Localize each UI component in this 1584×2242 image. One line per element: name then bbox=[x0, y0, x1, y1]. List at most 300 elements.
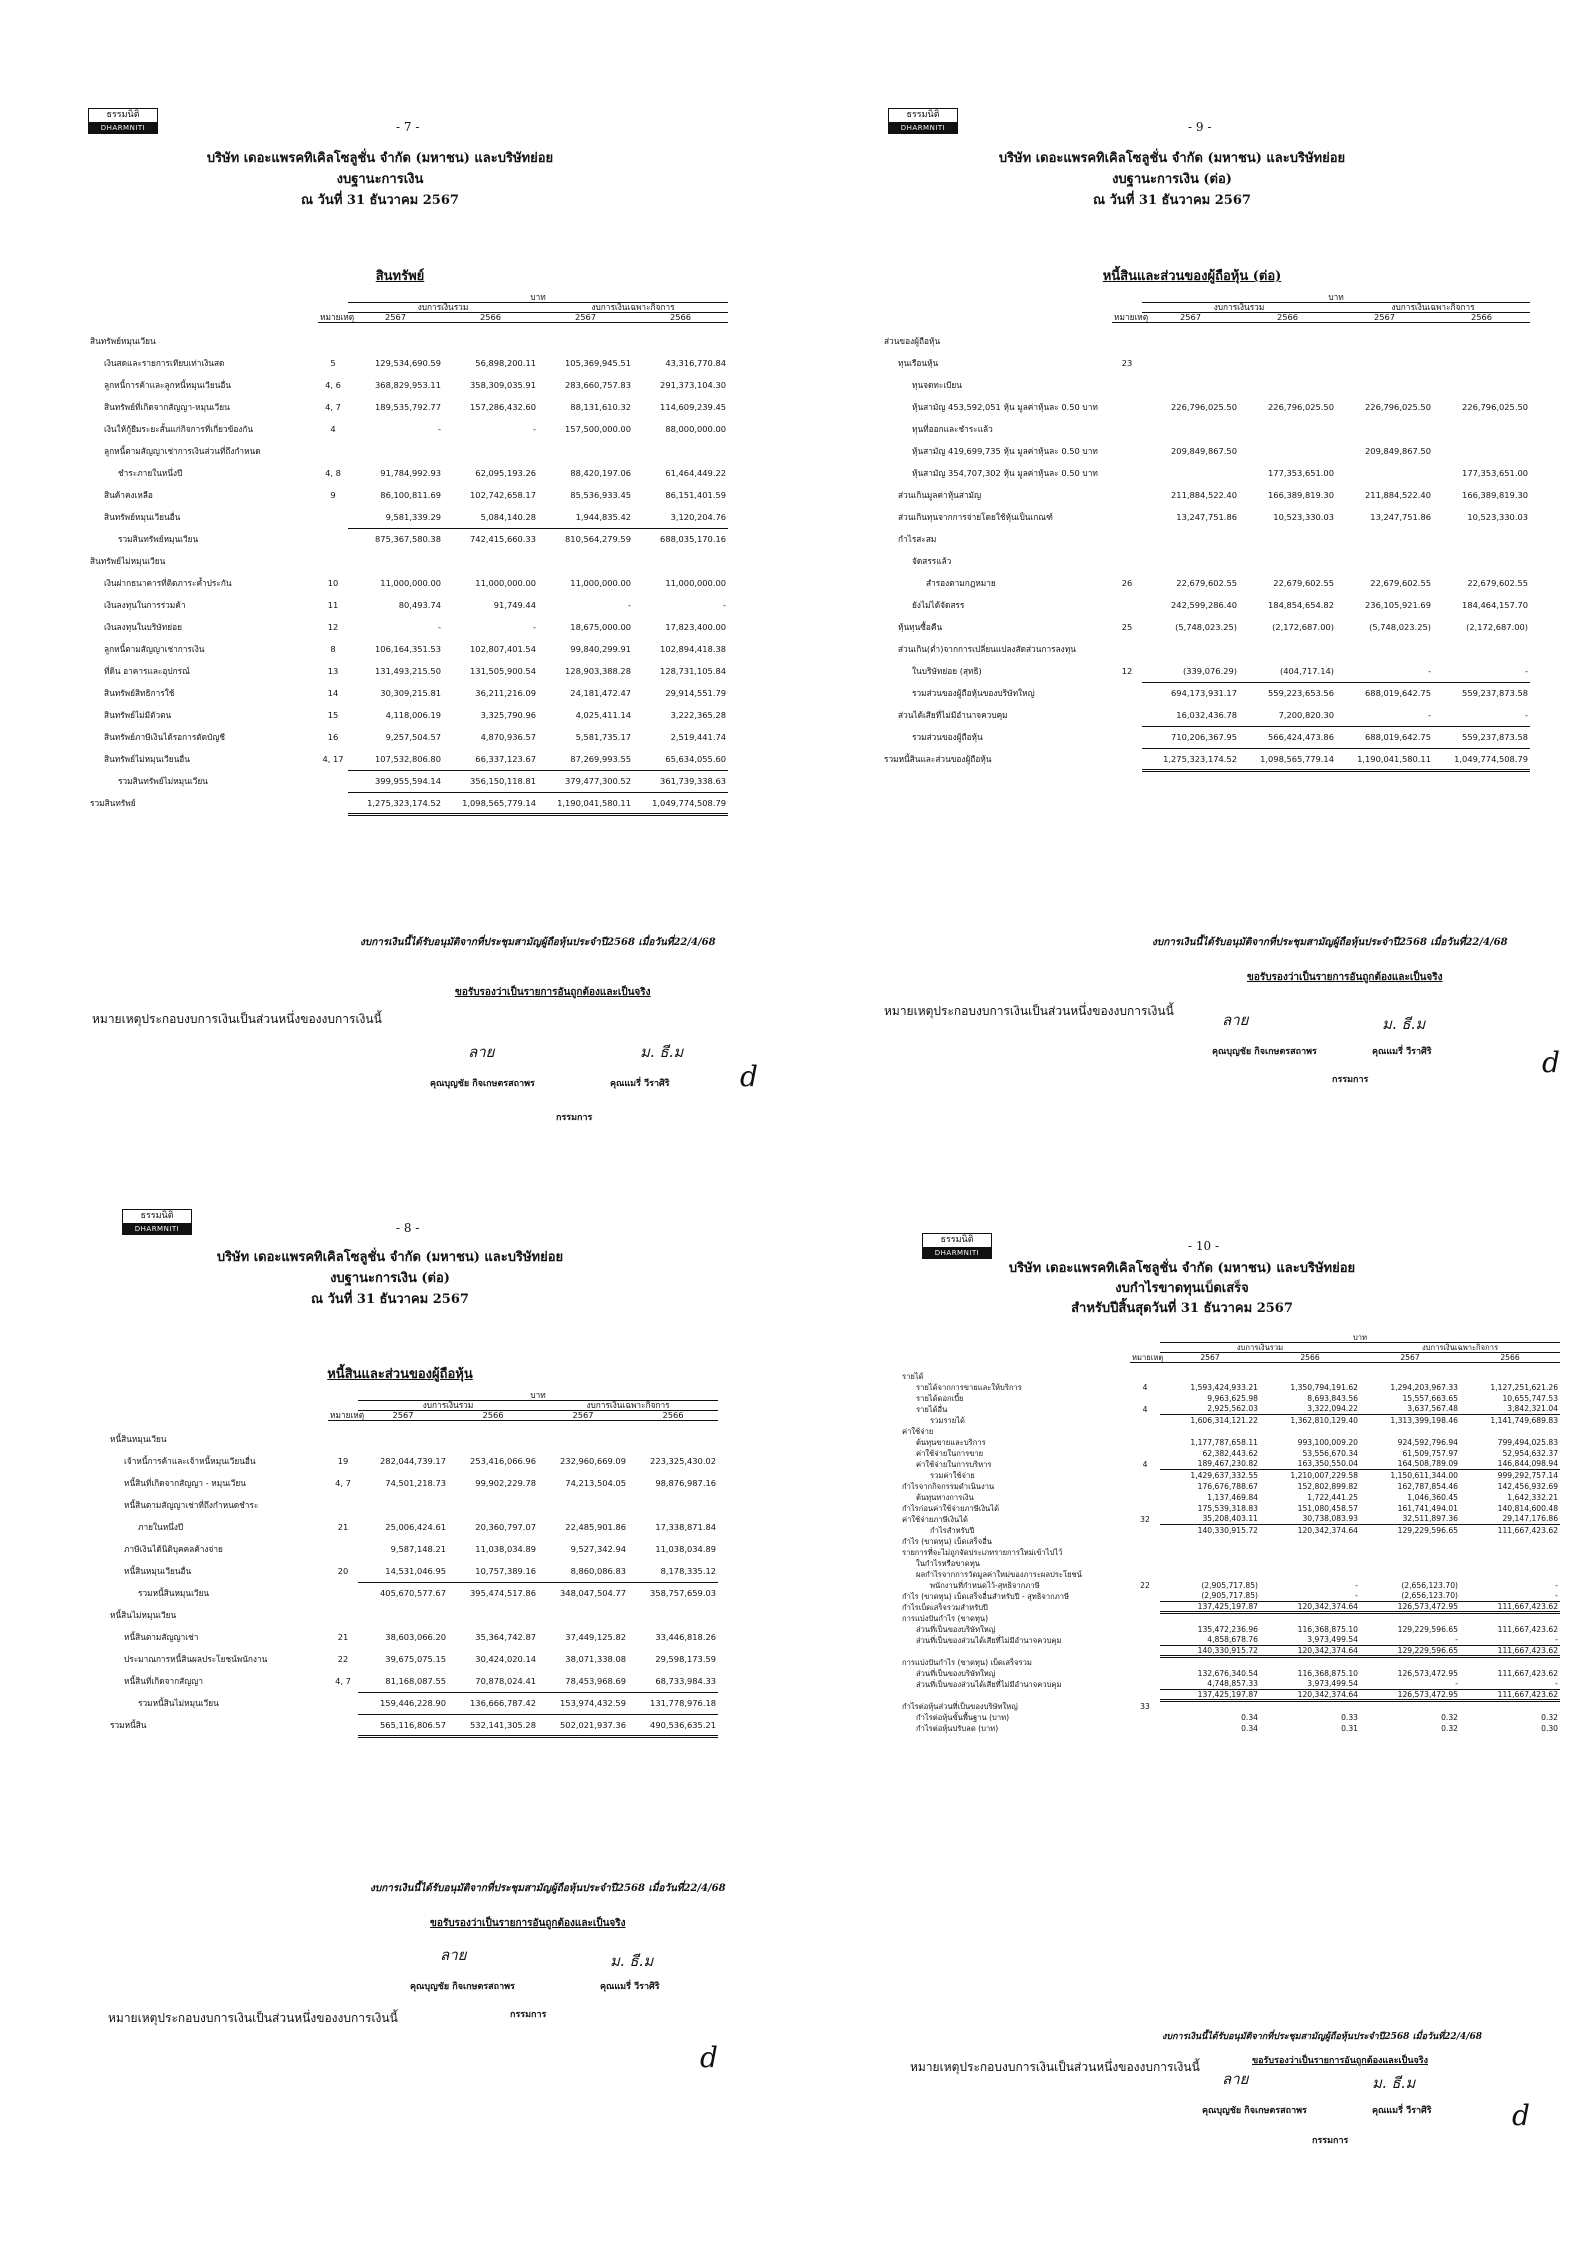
dharmniti-logo: ธรรมนิติ DHARMNITI bbox=[888, 108, 958, 134]
note-ref: 21 bbox=[337, 1522, 349, 1532]
amount-cell: 99,840,299.91 bbox=[570, 644, 631, 654]
amount-cell: 17,338,871.84 bbox=[655, 1522, 717, 1532]
row-label: หุ้นทุนซื้อคืน bbox=[898, 622, 943, 632]
note-ref: 4, 6 bbox=[325, 380, 341, 390]
amount-cell: 4,025,411.14 bbox=[575, 710, 631, 720]
amount-cell: (2,905,717.85) bbox=[1201, 1580, 1258, 1590]
row-label: ค่าใช้จ่ายในการขาย bbox=[916, 1448, 984, 1458]
note-ref bbox=[1112, 375, 1142, 397]
table-row bbox=[900, 1492, 1560, 1503]
year-header: 2566 bbox=[443, 313, 538, 323]
amount-cell: 226,796,025.50 bbox=[1462, 402, 1529, 412]
table-row bbox=[108, 1605, 718, 1627]
amount-cell: - bbox=[1428, 665, 1431, 676]
amount-cell: 356,150,118.81 bbox=[443, 771, 538, 793]
row-label: เงินสดและรายการเทียบเท่าเงินสด bbox=[104, 358, 225, 368]
signature-1: ลาย bbox=[468, 1043, 495, 1061]
column-group: งบการเงินเฉพาะกิจการ bbox=[538, 303, 728, 313]
amount-cell: - bbox=[628, 600, 631, 610]
note-ref: 33 bbox=[1140, 1701, 1150, 1711]
amount-cell bbox=[628, 1429, 718, 1451]
table-row bbox=[88, 771, 728, 793]
table-row bbox=[882, 331, 1530, 353]
row-label: ลูกหนี้ตามสัญญาเช่าการเงินส่วนที่ถึงกำหนด bbox=[104, 446, 261, 456]
row-label: ส่วนที่เป็นของบริษัทใหญ่ bbox=[916, 1624, 996, 1634]
row-label: หุ้นสามัญ 453,592,051 หุ้น มูลค่าหุ้นละ 0.50 บาท bbox=[912, 402, 1098, 412]
row-label: ทุนเรือนหุ้น bbox=[898, 358, 939, 368]
table-row bbox=[88, 749, 728, 771]
amount-cell: 15,557,663.65 bbox=[1402, 1393, 1458, 1403]
table-row bbox=[882, 529, 1530, 551]
approval-note: งบการเงินนี้ได้รับอนุมัติจากที่ประชุมสามัญผู้ถือหุ้นประจำปี2568 เมื่อวันที่22/4/68 bbox=[360, 937, 716, 948]
spacer-row bbox=[882, 323, 1530, 331]
amount-cell: 565,116,806.57 bbox=[358, 1715, 448, 1737]
amount-cell: 1,127,251,621.26 bbox=[1490, 1382, 1559, 1392]
amount-cell bbox=[1260, 1371, 1360, 1382]
table-row bbox=[900, 1393, 1560, 1404]
amount-cell: 8,178,335.12 bbox=[660, 1565, 717, 1576]
amount-cell: 14,531,046.95 bbox=[385, 1565, 446, 1576]
equity-table bbox=[882, 293, 1530, 772]
table-row bbox=[108, 1495, 718, 1517]
note-ref bbox=[1130, 1525, 1160, 1536]
amount-cell: 490,536,635.21 bbox=[628, 1715, 718, 1737]
amount-cell bbox=[1239, 353, 1336, 375]
row-label: ส่วนเกินทุนจากการจ่ายโดยใช้หุ้นเป็นเกณฑ์ bbox=[898, 512, 1053, 522]
signature-2: ม. ธี.ม bbox=[1372, 2074, 1416, 2092]
table-row bbox=[882, 727, 1530, 749]
table-row bbox=[882, 441, 1530, 463]
amount-cell bbox=[448, 1495, 538, 1517]
dharmniti-logo: ธรรมนิติ DHARMNITI bbox=[122, 1209, 192, 1235]
amount-cell: 81,168,087.55 bbox=[385, 1675, 446, 1686]
amount-cell: 3,120,204.76 bbox=[670, 511, 727, 522]
amount-cell: 29,147,176.86 bbox=[1502, 1514, 1559, 1524]
row-label: ค่าใช้จ่ายในการบริหาร bbox=[916, 1459, 992, 1469]
amount-cell: 395,474,517.86 bbox=[448, 1583, 538, 1605]
page-header: บริษัท เดอะแพรคทิเคิลโซลูชั่น จำกัด (มหาชน) และบริษัทย่อย งบฐานะการเงิน (ต่อ) ณ วันที่ 31 ธันวาคม 2567 bbox=[216, 1250, 564, 1307]
row-label: รายได้อื่น bbox=[916, 1404, 948, 1414]
year-header: 2567 bbox=[358, 1411, 448, 1421]
row-label: ส่วนเกินมูลค่าหุ้นสามัญ bbox=[898, 490, 982, 500]
approval-note: งบการเงินนี้ได้รับอนุมัติจากที่ประชุมสามัญผู้ถือหุ้นประจำปี2568 เมื่อวันที่22/4/68 bbox=[370, 1883, 726, 1894]
table-row bbox=[88, 353, 728, 375]
row-label: หนี้สินหมุนเวียนอื่น bbox=[124, 1566, 192, 1576]
row-label: เงินลงทุนในบริษัทย่อย bbox=[104, 622, 182, 632]
amount-cell: - bbox=[1555, 1591, 1559, 1601]
amount-cell: 688,035,170.16 bbox=[633, 529, 728, 551]
amount-cell: 153,974,432.59 bbox=[538, 1693, 628, 1715]
amount-cell: 282,044,739.17 bbox=[380, 1456, 446, 1466]
amount-cell bbox=[1239, 529, 1336, 551]
note-ref: 4 bbox=[1142, 1382, 1148, 1392]
approval-note: งบการเงินนี้ได้รับอนุมัติจากที่ประชุมสามัญผู้ถือหุ้นประจำปี2568 เมื่อวันที่22/4/68 bbox=[1152, 937, 1508, 948]
table-row bbox=[108, 1671, 718, 1693]
note-ref bbox=[1130, 1602, 1160, 1613]
amount-cell bbox=[1260, 1657, 1360, 1668]
amount-cell: 253,416,066.96 bbox=[470, 1456, 536, 1466]
note-ref bbox=[1112, 705, 1142, 727]
spacer-row bbox=[108, 1421, 718, 1429]
row-label: หนี้สินที่เกิดจากสัญญา bbox=[124, 1676, 203, 1686]
table-row bbox=[900, 1547, 1560, 1558]
amount-cell bbox=[1433, 353, 1530, 375]
amount-cell: 7,200,820.30 bbox=[1278, 709, 1334, 720]
amount-cell: 88,131,610.32 bbox=[570, 402, 631, 412]
amount-cell: 30,738,083.93 bbox=[1302, 1514, 1358, 1524]
amount-cell: 1,313,399,198.46 bbox=[1360, 1415, 1460, 1426]
table-row bbox=[900, 1569, 1560, 1580]
note-ref bbox=[1130, 1712, 1160, 1723]
amount-cell bbox=[358, 1495, 448, 1517]
amount-cell: 137,425,197.87 bbox=[1160, 1690, 1260, 1701]
note-ref bbox=[1130, 1558, 1160, 1569]
amount-cell: 140,330,915.72 bbox=[1160, 1525, 1260, 1536]
amount-cell bbox=[538, 1605, 628, 1627]
row-label bbox=[900, 1690, 1130, 1701]
table-row bbox=[900, 1657, 1560, 1668]
amount-cell: 65,634,055.60 bbox=[665, 753, 727, 764]
amount-cell: - bbox=[723, 600, 727, 610]
header-blank bbox=[88, 293, 318, 303]
note-ref: 9 bbox=[330, 490, 336, 500]
directors-label: กรรมการ bbox=[556, 1113, 593, 1123]
amount-cell: 9,581,339.29 bbox=[385, 511, 441, 522]
amount-cell: 9,587,148.21 bbox=[390, 1544, 446, 1554]
amount-cell: - bbox=[1355, 1591, 1358, 1601]
amount-cell: 166,389,819.30 bbox=[1268, 490, 1334, 500]
table-header-groups bbox=[108, 1401, 718, 1411]
amount-cell: 999,292,757.14 bbox=[1460, 1470, 1560, 1481]
page-9 bbox=[792, 0, 1584, 1121]
note-ref bbox=[1112, 507, 1142, 529]
amount-cell: 9,963,625.98 bbox=[1207, 1393, 1258, 1403]
table-row bbox=[88, 727, 728, 749]
amount-cell: 126,573,472.95 bbox=[1360, 1690, 1460, 1701]
amount-cell: 1,275,323,174.52 bbox=[1142, 749, 1239, 771]
amount-cell bbox=[1460, 1569, 1560, 1580]
signer-1: คุณบุญชัย กิจเกษตรสถาพร bbox=[1202, 2106, 1307, 2116]
row-label: สินทรัพย์ภาษีเงินได้รอการตัดบัญชี bbox=[104, 732, 226, 742]
note-ref: 21 bbox=[337, 1632, 349, 1642]
amount-cell: 37,449,125.82 bbox=[565, 1632, 626, 1642]
note-ref bbox=[1112, 595, 1142, 617]
note-ref bbox=[318, 507, 348, 529]
amount-cell: 35,208,403.11 bbox=[1202, 1514, 1258, 1524]
note-ref bbox=[328, 1539, 358, 1561]
amount-cell: 0.32 bbox=[1541, 1712, 1559, 1722]
amount-cell: 38,071,338.08 bbox=[565, 1654, 626, 1664]
amount-cell bbox=[633, 551, 728, 573]
year-header: 2566 bbox=[633, 313, 728, 323]
amount-cell: 358,757,659.03 bbox=[628, 1583, 718, 1605]
amount-cell bbox=[448, 1605, 538, 1627]
amount-cell bbox=[1336, 551, 1433, 573]
table-row bbox=[882, 617, 1530, 639]
table-row bbox=[88, 463, 728, 485]
amount-cell bbox=[1433, 639, 1530, 661]
column-group: งบการเงินรวม bbox=[358, 1401, 538, 1411]
amount-cell: 502,021,937.36 bbox=[538, 1715, 628, 1737]
note-ref bbox=[1130, 1426, 1160, 1437]
amount-cell: 10,655,747.53 bbox=[1502, 1393, 1559, 1403]
amount-cell: 120,342,374.64 bbox=[1260, 1602, 1360, 1613]
table-row bbox=[882, 463, 1530, 485]
amount-cell: 120,342,374.64 bbox=[1260, 1646, 1360, 1657]
page-number: - 7 - bbox=[396, 120, 420, 134]
note-ref bbox=[1130, 1503, 1160, 1514]
amount-cell: 405,670,577.67 bbox=[358, 1583, 448, 1605]
header-blank bbox=[328, 1401, 358, 1411]
year-header: 2567 bbox=[1160, 1353, 1260, 1363]
note-ref: 22 bbox=[1140, 1580, 1150, 1590]
year-header: 2567 bbox=[348, 313, 443, 323]
table-row bbox=[108, 1649, 718, 1671]
amount-cell: 10,523,330.03 bbox=[1273, 512, 1334, 522]
signer-2: คุณแมรี่ วีราศิริ bbox=[1372, 2106, 1432, 2116]
row-label: รายได้จากการขายและให้บริการ bbox=[916, 1382, 1022, 1392]
amount-cell: 184,464,157.70 bbox=[1462, 600, 1529, 610]
amount-cell: 120,342,374.64 bbox=[1260, 1690, 1360, 1701]
amount-cell: (2,656,123.70) bbox=[1401, 1580, 1458, 1590]
signer-2: คุณแมรี่ วีราศิริ bbox=[1372, 1047, 1432, 1057]
amount-cell: 129,229,596.65 bbox=[1360, 1525, 1460, 1536]
amount-cell: 35,364,742.87 bbox=[475, 1632, 536, 1642]
note-ref bbox=[1130, 1569, 1160, 1580]
table-row bbox=[108, 1539, 718, 1561]
amount-cell: 223,325,430.02 bbox=[650, 1456, 717, 1466]
table-row bbox=[900, 1470, 1560, 1481]
page-8 bbox=[0, 1121, 792, 2242]
row-label bbox=[900, 1646, 1130, 1657]
note-ref: 12 bbox=[1121, 666, 1133, 676]
row-label: ประมาณการหนี้สินผลประโยชน์พนักงาน bbox=[124, 1654, 268, 1664]
amount-cell: 128,903,388.28 bbox=[565, 666, 631, 676]
amount-cell: 688,019,642.75 bbox=[1336, 683, 1433, 705]
approval-note: งบการเงินนี้ได้รับอนุมัติจากที่ประชุมสามัญผู้ถือหุ้นประจำปี2568 เมื่อวันที่22/4/68 bbox=[1162, 2032, 1483, 2042]
signer-2: คุณแมรี่ วีราศิริ bbox=[600, 1982, 660, 1992]
header-blank bbox=[1112, 293, 1142, 303]
row-label: สินทรัพย์ที่เกิดจากสัญญา-หมุนเวียน bbox=[104, 402, 230, 412]
row-label: ชำระภายในหนึ่งปี bbox=[118, 468, 183, 478]
notes-column-header: หมายเหตุ bbox=[330, 1409, 365, 1420]
row-label: สินทรัพย์ไม่หมุนเวียน bbox=[90, 556, 166, 566]
amount-cell: 1,210,007,229.58 bbox=[1260, 1470, 1360, 1481]
row-label: ส่วนที่เป็นของส่วนได้เสียที่ไม่มีอำนาจควบคุม bbox=[916, 1679, 1062, 1689]
notes-column-header: หมายเหตุ bbox=[1114, 311, 1149, 322]
row-label: หุ้นสามัญ 419,699,735 หุ้น มูลค่าหุ้นละ 0.50 บาท bbox=[912, 446, 1098, 456]
amount-cell: 2,925,562.03 bbox=[1207, 1404, 1258, 1414]
signer-1: คุณบุญชัย กิจเกษตรสถาพร bbox=[410, 1982, 515, 1992]
table-row bbox=[108, 1693, 718, 1715]
table-header-years bbox=[88, 313, 728, 323]
amount-cell: 111,667,423.62 bbox=[1460, 1690, 1560, 1701]
amount-cell: 80,493.74 bbox=[398, 600, 441, 610]
amount-cell: 1,098,565,779.14 bbox=[443, 793, 538, 815]
amount-cell bbox=[1433, 375, 1530, 397]
amount-cell: - bbox=[1455, 1635, 1458, 1645]
amount-cell: - bbox=[1455, 1679, 1458, 1689]
row-label: รวมหนี้สิน bbox=[110, 1720, 147, 1730]
amount-cell bbox=[1360, 1657, 1460, 1668]
amount-cell: 111,667,423.62 bbox=[1460, 1646, 1560, 1657]
page-7 bbox=[0, 0, 792, 1121]
amount-cell: 39,675,075.15 bbox=[385, 1654, 446, 1664]
amount-cell: 189,535,792.77 bbox=[375, 402, 441, 412]
amount-cell: - bbox=[1555, 1635, 1559, 1645]
table-row bbox=[88, 573, 728, 595]
header-blank bbox=[1130, 1333, 1160, 1343]
amount-cell: 209,849,867.50 bbox=[1171, 446, 1237, 456]
table-row bbox=[900, 1558, 1560, 1569]
table-row bbox=[88, 331, 728, 353]
note-ref bbox=[1130, 1437, 1160, 1448]
amount-cell: 25,006,424.61 bbox=[385, 1522, 446, 1532]
table-row bbox=[900, 1404, 1560, 1415]
amount-cell: 799,494,025.83 bbox=[1497, 1437, 1559, 1447]
row-label: หุ้นสามัญ 354,707,302 หุ้น มูลค่าหุ้นละ 0.50 บาท bbox=[912, 468, 1098, 478]
unit-label: บาท bbox=[1142, 293, 1530, 303]
amount-cell: 22,679,602.55 bbox=[1467, 578, 1529, 588]
note-ref: 4, 7 bbox=[325, 402, 341, 412]
directors-label: กรรมการ bbox=[1332, 1075, 1369, 1085]
amount-cell: 52,954,632.37 bbox=[1502, 1448, 1559, 1458]
note-ref bbox=[1130, 1613, 1160, 1624]
amount-cell: 4,118,006.19 bbox=[385, 710, 441, 720]
note-ref: 32 bbox=[1140, 1514, 1150, 1524]
amount-cell: - bbox=[1555, 1580, 1559, 1590]
amount-cell: - bbox=[1428, 709, 1431, 720]
note-ref bbox=[1130, 1657, 1160, 1668]
note-ref: 16 bbox=[327, 732, 339, 742]
amount-cell: 152,802,899.82 bbox=[1297, 1481, 1358, 1491]
note-ref bbox=[1112, 749, 1142, 771]
amount-cell bbox=[1160, 1426, 1260, 1437]
note-ref bbox=[1130, 1448, 1160, 1459]
row-label: รายการที่จะไม่ถูกจัดประเภทรายการใหม่เข้าไปไว้ bbox=[902, 1547, 1063, 1557]
note-ref bbox=[318, 771, 348, 793]
note-ref bbox=[318, 551, 348, 573]
amount-cell: 283,660,757.83 bbox=[565, 380, 631, 390]
year-header: 2566 bbox=[1260, 1353, 1360, 1363]
amount-cell bbox=[538, 1495, 628, 1517]
row-label: รวมส่วนของผู้ถือหุ้น bbox=[912, 732, 983, 742]
table-row bbox=[88, 639, 728, 661]
amount-cell bbox=[1360, 1426, 1460, 1437]
table-row bbox=[882, 507, 1530, 529]
table-row bbox=[900, 1371, 1560, 1382]
amount-cell: 159,446,228.90 bbox=[358, 1693, 448, 1715]
amount-cell: 151,080,458.57 bbox=[1297, 1503, 1358, 1513]
row-label: การแบ่งปันกำไร (ขาดทุน) เบ็ดเสร็จรวม bbox=[902, 1657, 1032, 1667]
amount-cell: 163,350,550.04 bbox=[1297, 1459, 1358, 1469]
amount-cell: 56,898,200.11 bbox=[475, 358, 536, 368]
amount-cell bbox=[1433, 331, 1530, 353]
amount-cell: 242,599,286.40 bbox=[1171, 600, 1237, 610]
header-blank bbox=[882, 303, 1112, 313]
amount-cell: 10,757,389.16 bbox=[475, 1565, 536, 1576]
row-label: ส่วนที่เป็นของบริษัทใหญ่ bbox=[916, 1668, 996, 1678]
amount-cell: (2,172,687.00) bbox=[1272, 622, 1334, 632]
amount-cell: 140,814,600.48 bbox=[1497, 1503, 1559, 1513]
amount-cell bbox=[1360, 1701, 1460, 1712]
amount-cell bbox=[348, 551, 443, 573]
row-label: ค่าใช้จ่าย bbox=[902, 1426, 934, 1436]
row-label: ค่าใช้จ่ายภาษีเงินได้ bbox=[902, 1514, 968, 1524]
amount-cell bbox=[633, 441, 728, 463]
row-label: รวมส่วนของผู้ถือหุ้นของบริษัทใหญ่ bbox=[912, 688, 1035, 698]
row-label: รวมหนี้สินและส่วนของผู้ถือหุ้น bbox=[884, 754, 992, 764]
amount-cell: 129,534,690.59 bbox=[375, 358, 441, 368]
row-label: ผลกำไรจากการวัดมูลค่าใหม่ของภาระผลประโยชน์ bbox=[916, 1569, 1082, 1579]
row-label: รวมสินทรัพย์ bbox=[90, 798, 136, 808]
note-ref bbox=[1130, 1690, 1160, 1701]
unit-label: บาท bbox=[358, 1391, 718, 1401]
table-row bbox=[88, 551, 728, 573]
amount-cell: 3,973,499.54 bbox=[1307, 1635, 1358, 1645]
amount-cell: 137,425,197.87 bbox=[1160, 1602, 1260, 1613]
amount-cell: 3,222,365.28 bbox=[670, 710, 727, 720]
row-label: ลูกหนี้การค้าและลูกหนี้หมุนเวียนอื่น bbox=[104, 380, 232, 390]
row-label: หนี้สินตามสัญญาเช่า bbox=[124, 1632, 199, 1642]
amount-cell: 128,731,105.84 bbox=[660, 666, 727, 676]
table-row bbox=[882, 661, 1530, 683]
amount-cell bbox=[1360, 1547, 1460, 1558]
amount-cell: 810,564,279.59 bbox=[538, 529, 633, 551]
amount-cell: 131,493,215.50 bbox=[375, 666, 441, 676]
amount-cell: 1,944,835.42 bbox=[575, 511, 631, 522]
section-title: หนี้สินและส่วนของผู้ถือหุ้น (ต่อ) bbox=[1102, 269, 1282, 284]
amount-cell: 1,150,611,344.00 bbox=[1360, 1470, 1460, 1481]
amount-cell: 1,177,787,658.11 bbox=[1190, 1437, 1258, 1447]
amount-cell: 361,739,338.63 bbox=[633, 771, 728, 793]
note-ref bbox=[1130, 1624, 1160, 1635]
amount-cell: 105,369,945.51 bbox=[565, 358, 631, 368]
note-ref: 4, 17 bbox=[322, 754, 344, 764]
note-ref: 14 bbox=[327, 688, 339, 698]
amount-cell: 161,741,494.01 bbox=[1397, 1503, 1458, 1513]
amount-cell: 11,000,000.00 bbox=[475, 578, 536, 588]
amount-cell: 209,849,867.50 bbox=[1365, 446, 1431, 456]
amount-cell bbox=[1460, 1426, 1560, 1437]
note-ref bbox=[1112, 727, 1142, 749]
amount-cell: 1,049,774,508.79 bbox=[1433, 749, 1530, 771]
table-row bbox=[900, 1481, 1560, 1492]
amount-cell: (5,748,023.25) bbox=[1369, 622, 1431, 632]
amount-cell: - bbox=[1355, 1580, 1358, 1590]
notes-statement: หมายเหตุประกอบงบการเงินเป็นส่วนหนึ่งของงบการเงินนี้ bbox=[910, 2060, 1200, 2074]
note-ref bbox=[1130, 1668, 1160, 1679]
header-blank bbox=[328, 1391, 358, 1401]
amount-cell: 166,389,819.30 bbox=[1462, 490, 1529, 500]
signer-1: คุณบุญชัย กิจเกษตรสถาพร bbox=[1212, 1047, 1317, 1057]
note-ref bbox=[1130, 1393, 1160, 1404]
amount-cell: (2,172,687.00) bbox=[1466, 622, 1529, 632]
amount-cell: 162,787,854.46 bbox=[1397, 1481, 1458, 1491]
table-row bbox=[108, 1473, 718, 1495]
amount-cell: 1,275,323,174.52 bbox=[348, 793, 443, 815]
table-row bbox=[88, 617, 728, 639]
row-label: สินค้าคงเหลือ bbox=[104, 490, 153, 500]
amount-cell: 61,509,757.97 bbox=[1402, 1448, 1458, 1458]
table-row bbox=[88, 705, 728, 727]
row-label: หนี้สินที่เกิดจากสัญญา - หมุนเวียน bbox=[124, 1478, 246, 1488]
row-label: รวมรายได้ bbox=[930, 1415, 965, 1425]
note-ref bbox=[328, 1583, 358, 1605]
amount-cell: 22,679,602.55 bbox=[1370, 578, 1431, 588]
amount-cell: 16,032,436.78 bbox=[1176, 709, 1237, 720]
amount-cell bbox=[443, 331, 538, 353]
